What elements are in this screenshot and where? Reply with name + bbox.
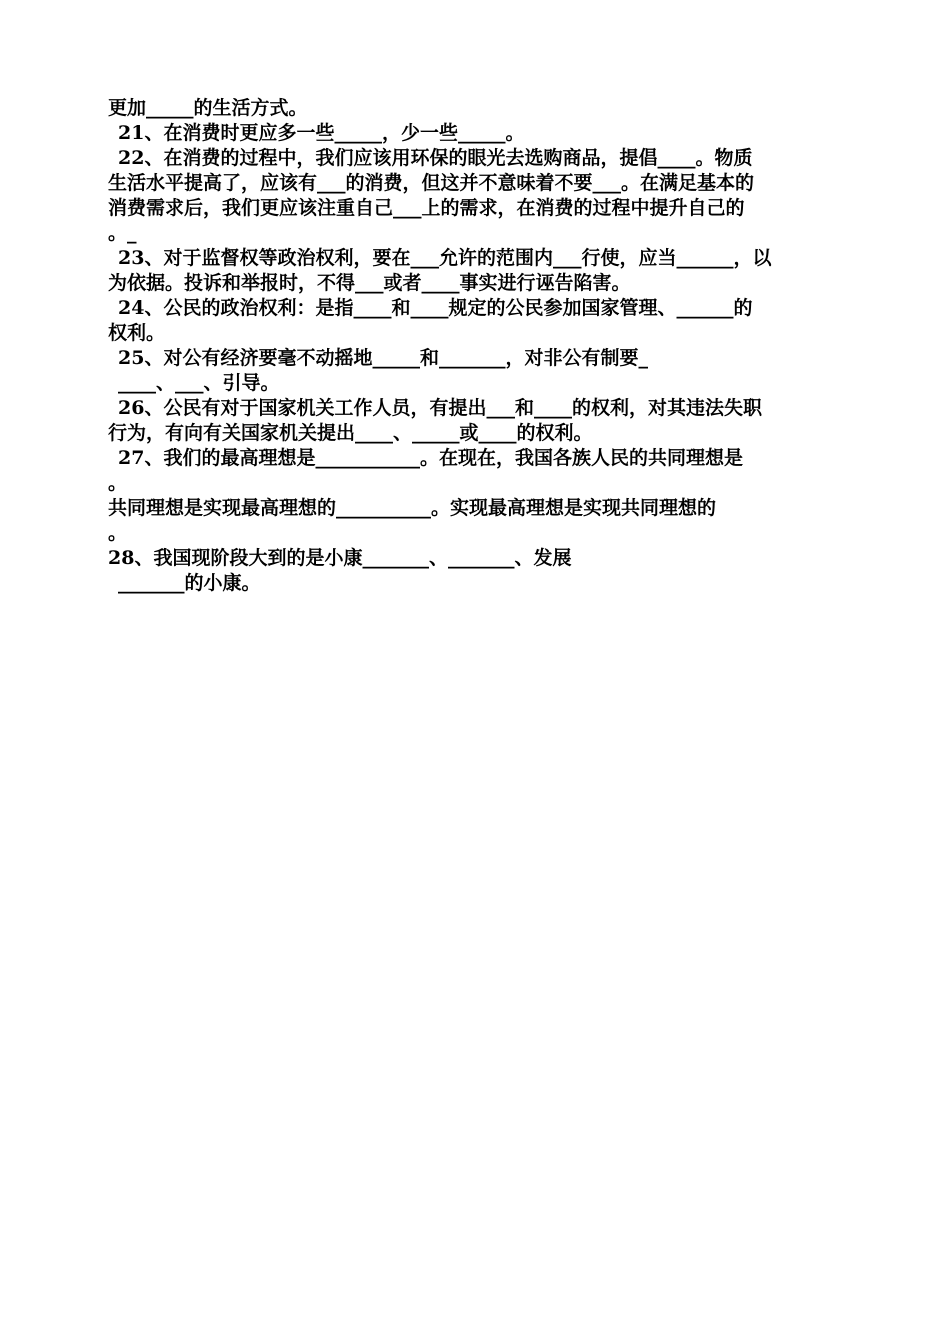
question-25-line-2: ____、___、引导。 [118,372,280,394]
document-page [108,96,848,596]
question-27-line-3: 共同理想是实现最高理想的__________。实现最高理想是实现共同理想的 [108,497,717,519]
question-26-line-1: 26、公民有对于国家机关工作人员，有提出___和____的权利，对其违法失职 [118,397,762,419]
question-22-line-4: 。_ [108,222,137,244]
question-22-line-1: 22、在消费的过程中，我们应该用环保的眼光去选购商品，提倡____。物质 [118,147,753,169]
question-21: 21、在消费时更应多一些_____，少一些_____。 [118,122,525,144]
question-28-line-2: _______的小康。 [118,572,261,594]
text-line-1: 更加_____的生活方式。 [108,97,308,119]
question-23-line-2: 为依据。投诉和举报时，不得___或者____事实进行诬告陷害。 [108,272,631,294]
question-27-line-4: 。 [108,522,128,544]
question-26-line-2: 行为，有向有关国家机关提出____、_____或____的权利。 [108,422,593,444]
question-27-line-1: 27、我们的最高理想是___________。在现在，我国各族人民的共同理想是 [118,447,743,469]
question-25-line-1: 25、对公有经济要毫不动摇地_____和_______，对非公有制要_ [118,347,648,369]
question-28-line-1: 28、我国现阶段大到的是小康_______、_______、发展 [108,547,572,569]
question-24-line-1: 24、公民的政治权利：是指____和____规定的公民参加国家管理、______的 [118,297,753,319]
question-22-line-2: 生活水平提高了，应该有___的消费，但这并不意味着不要___。在满足基本的 [108,172,755,194]
question-27-line-2: 。 [108,472,128,494]
question-24-line-2: 权利。 [108,322,166,344]
question-22-line-3: 消费需求后，我们更应该注重自己___上的需求，在消费的过程中提升自己的 [108,197,745,219]
question-23-line-1: 23、对于监督权等政治权利，要在___允许的范围内___行使，应当______，以 [118,247,772,269]
